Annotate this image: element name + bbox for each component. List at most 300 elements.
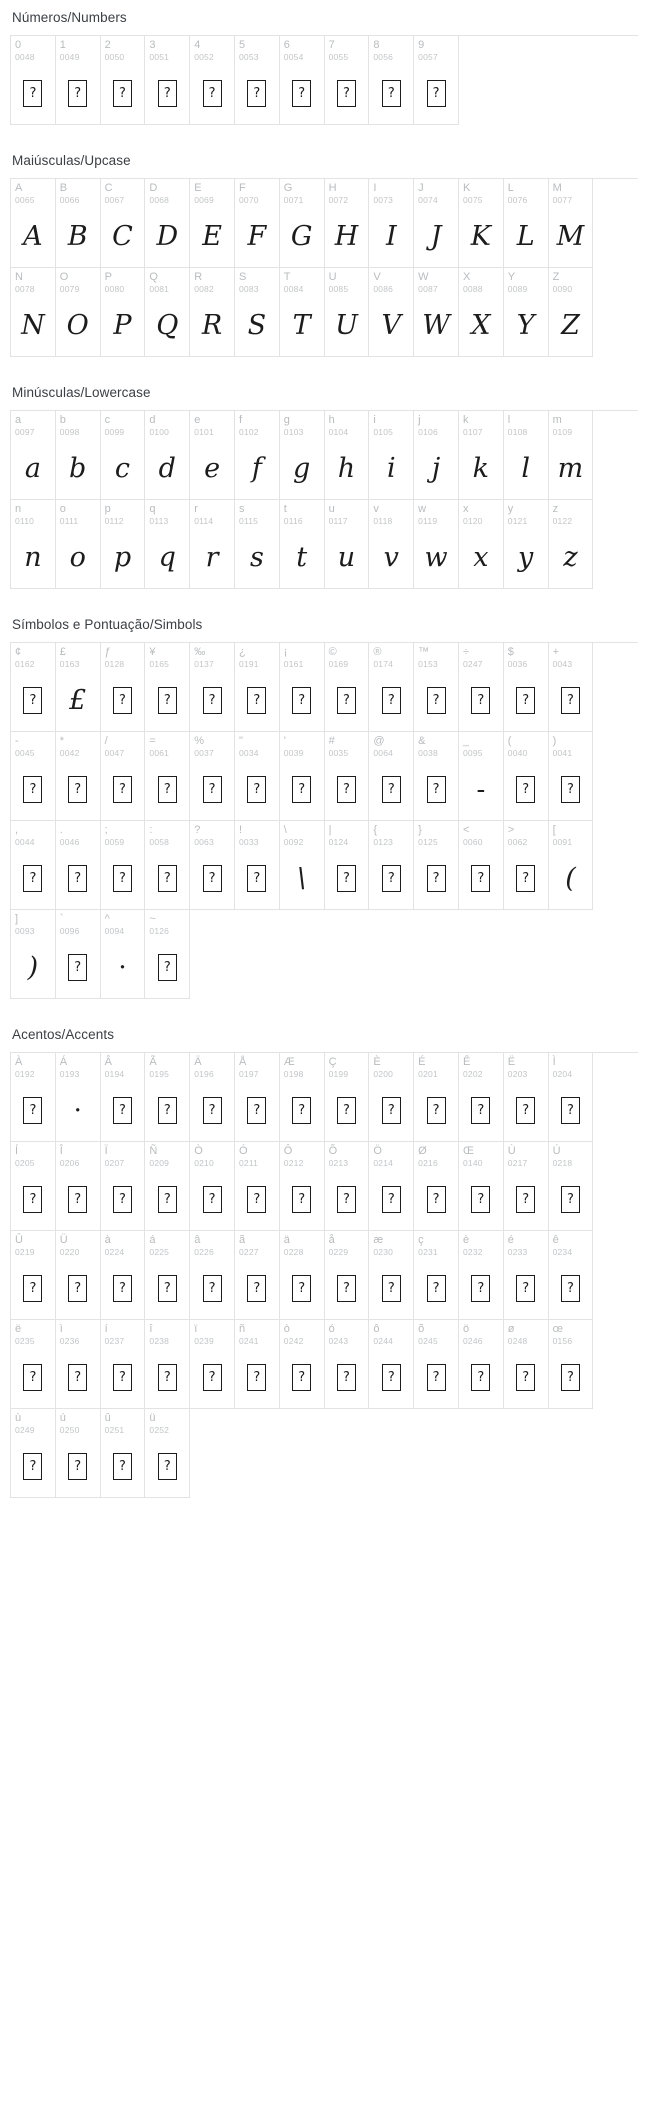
glyph-cell[interactable] <box>459 411 504 500</box>
glyph-cell[interactable] <box>101 36 146 125</box>
glyph-section-upcase <box>0 143 661 357</box>
glyph-cell[interactable] <box>459 268 504 357</box>
glyph-code-label: 0095 <box>462 748 483 758</box>
glyph-cell[interactable] <box>414 1053 459 1142</box>
glyph-cell[interactable] <box>56 732 101 821</box>
glyph-cell[interactable] <box>504 1053 549 1142</box>
glyph-cell[interactable] <box>504 268 549 357</box>
glyph-cell[interactable] <box>235 1053 280 1142</box>
glyph-cell[interactable] <box>56 1053 101 1142</box>
glyph-char-label: r <box>194 503 198 515</box>
missing-glyph-icon <box>113 1186 132 1213</box>
glyph-preview <box>11 441 55 496</box>
glyph-code-label: 0241 <box>238 1336 259 1346</box>
glyph-char-label: = <box>149 735 156 747</box>
glyph-preview <box>101 1350 145 1405</box>
glyph-cell[interactable] <box>325 732 370 821</box>
glyph-cell[interactable] <box>414 36 459 125</box>
glyph-code-label: 0110 <box>15 516 35 526</box>
glyph-cell[interactable] <box>145 1320 190 1409</box>
glyph-preview <box>145 209 189 264</box>
glyph-code-label: 0100 <box>149 427 170 437</box>
glyph-cell[interactable] <box>101 643 146 732</box>
glyph-cell[interactable] <box>145 500 190 589</box>
glyph-cell[interactable] <box>235 500 280 589</box>
glyph-preview-text: I <box>385 221 397 252</box>
glyph-cell[interactable] <box>549 1231 594 1320</box>
glyph-preview-text: J <box>430 221 442 252</box>
glyph-cell[interactable] <box>280 36 325 125</box>
glyph-char-label: Ü <box>59 1234 68 1246</box>
glyph-char-label: ä <box>283 1234 290 1246</box>
glyph-cell[interactable] <box>549 500 594 589</box>
glyph-cell[interactable] <box>325 411 370 500</box>
glyph-cell[interactable] <box>459 1231 504 1320</box>
missing-glyph-icon <box>292 80 311 107</box>
glyph-preview <box>11 66 55 121</box>
glyph-code-label: 0064 <box>373 748 394 758</box>
glyph-code-label: 0041 <box>552 748 573 758</box>
glyph-cell[interactable] <box>504 643 549 732</box>
glyph-cell[interactable] <box>459 1053 504 1142</box>
glyph-cell[interactable] <box>280 1142 325 1231</box>
glyph-cell[interactable] <box>145 1409 190 1498</box>
missing-glyph-icon <box>247 1364 266 1391</box>
glyph-code-label: 0092 <box>283 837 304 847</box>
glyph-preview <box>101 209 145 264</box>
glyph-preview <box>235 762 279 817</box>
glyph-code-label: 0239 <box>194 1336 214 1346</box>
glyph-cell[interactable] <box>11 910 56 999</box>
missing-glyph-icon <box>247 865 266 892</box>
glyph-cell[interactable] <box>504 411 549 500</box>
glyph-cell[interactable] <box>190 732 235 821</box>
glyph-cell[interactable] <box>549 1320 594 1409</box>
glyph-char-label: ‰ <box>194 646 206 658</box>
glyph-cell[interactable] <box>101 1409 146 1498</box>
glyph-cell[interactable] <box>235 821 280 910</box>
glyph-cell[interactable] <box>280 1053 325 1142</box>
glyph-cell[interactable] <box>101 500 146 589</box>
glyph-cell[interactable] <box>56 910 101 999</box>
glyph-cell[interactable] <box>414 821 459 910</box>
glyph-preview <box>101 66 145 121</box>
glyph-cell[interactable] <box>369 1053 414 1142</box>
glyph-cell[interactable] <box>280 1231 325 1320</box>
glyph-cell[interactable] <box>414 1231 459 1320</box>
glyph-cell[interactable] <box>369 36 414 125</box>
glyph-cell[interactable] <box>414 179 459 268</box>
glyph-preview <box>56 66 100 121</box>
glyph-cell[interactable] <box>369 179 414 268</box>
glyph-cell[interactable] <box>11 1231 56 1320</box>
glyph-char-label: e <box>194 414 201 426</box>
glyph-code-label: 0068 <box>149 195 170 205</box>
glyph-cell[interactable] <box>280 821 325 910</box>
glyph-cell[interactable] <box>190 643 235 732</box>
glyph-preview <box>235 441 279 496</box>
glyph-code-label: 0156 <box>552 1336 573 1346</box>
glyph-preview-text: i <box>386 453 396 484</box>
glyph-cell[interactable] <box>504 821 549 910</box>
glyph-cell[interactable] <box>369 643 414 732</box>
glyph-cell[interactable] <box>56 1320 101 1409</box>
glyph-preview-text: p <box>113 542 132 573</box>
glyph-cell[interactable] <box>101 1053 146 1142</box>
glyph-code-label: 0109 <box>552 427 573 437</box>
glyph-preview <box>235 1350 279 1405</box>
glyph-cell[interactable] <box>280 500 325 589</box>
glyph-cell[interactable] <box>190 1231 235 1320</box>
glyph-cell[interactable] <box>280 1320 325 1409</box>
glyph-cell[interactable] <box>549 1053 594 1142</box>
glyph-code-label: 0232 <box>462 1247 483 1257</box>
glyph-char-label: ó <box>328 1323 335 1335</box>
glyph-preview <box>459 1083 503 1138</box>
glyph-cell[interactable] <box>280 268 325 357</box>
glyph-code-label: 0250 <box>59 1425 80 1435</box>
glyph-char-label: t <box>283 503 287 515</box>
glyph-char-label: < <box>462 824 470 836</box>
glyph-preview <box>56 1083 100 1138</box>
glyph-preview <box>56 940 100 995</box>
glyph-cell[interactable] <box>414 1320 459 1409</box>
glyph-code-label: 0230 <box>373 1247 394 1257</box>
glyph-cell[interactable] <box>504 500 549 589</box>
glyph-preview <box>101 673 145 728</box>
glyph-cell[interactable] <box>325 1320 370 1409</box>
glyph-cell[interactable] <box>11 1320 56 1409</box>
glyph-cell[interactable] <box>325 500 370 589</box>
glyph-cell[interactable] <box>280 732 325 821</box>
glyph-preview <box>459 530 503 585</box>
glyph-cell[interactable] <box>11 268 56 357</box>
glyph-cell[interactable] <box>101 821 146 910</box>
glyph-char-label: 5 <box>238 39 246 51</box>
glyph-code-label: 0169 <box>328 659 349 669</box>
missing-glyph-icon <box>158 1097 177 1124</box>
glyph-cell[interactable] <box>325 643 370 732</box>
glyph-code-label: 0242 <box>283 1336 304 1346</box>
glyph-cell[interactable] <box>325 821 370 910</box>
glyph-preview <box>280 209 324 264</box>
glyph-cell[interactable] <box>145 910 190 999</box>
missing-glyph-icon <box>516 1097 535 1124</box>
glyph-code-label: 0207 <box>104 1158 125 1168</box>
missing-glyph-icon <box>292 1364 311 1391</box>
glyph-cell[interactable] <box>235 1320 280 1409</box>
glyph-cell[interactable] <box>549 643 594 732</box>
glyph-cell[interactable] <box>101 1142 146 1231</box>
glyph-cell[interactable] <box>549 411 594 500</box>
glyph-char-label: d <box>149 414 156 426</box>
glyph-cell[interactable] <box>549 179 594 268</box>
glyph-cell[interactable] <box>235 643 280 732</box>
glyph-char-label: # <box>328 735 335 747</box>
section-title: Maiúsculas/Upcase <box>12 153 131 168</box>
glyph-cell[interactable] <box>504 1231 549 1320</box>
glyph-cell[interactable] <box>11 821 56 910</box>
glyph-cell[interactable] <box>235 1142 280 1231</box>
glyph-cell[interactable] <box>414 732 459 821</box>
glyph-cell[interactable] <box>414 1142 459 1231</box>
glyph-preview <box>190 1083 234 1138</box>
missing-glyph-icon <box>203 865 222 892</box>
glyph-cell[interactable] <box>459 1320 504 1409</box>
glyph-code-label: 0065 <box>15 195 35 205</box>
glyph-cell[interactable] <box>325 1231 370 1320</box>
glyph-preview <box>414 209 458 264</box>
glyph-preview <box>101 851 145 906</box>
glyph-code-label: 0245 <box>418 1336 438 1346</box>
glyph-code-label: 0114 <box>194 516 214 526</box>
glyph-cell[interactable] <box>235 732 280 821</box>
missing-glyph-icon <box>113 80 132 107</box>
missing-glyph-icon <box>427 776 446 803</box>
glyph-preview <box>145 851 189 906</box>
glyph-char-label: á <box>149 1234 156 1246</box>
glyph-cell[interactable] <box>101 1320 146 1409</box>
glyph-cell[interactable] <box>56 1231 101 1320</box>
glyph-cell[interactable] <box>11 1409 56 1498</box>
glyph-cell[interactable] <box>101 179 146 268</box>
glyph-cell[interactable] <box>369 500 414 589</box>
glyph-cell[interactable] <box>190 179 235 268</box>
glyph-code-label: 0087 <box>418 284 438 294</box>
glyph-char-label: í <box>104 1323 108 1335</box>
missing-glyph-icon <box>292 776 311 803</box>
glyph-code-label: 0204 <box>552 1069 573 1079</box>
glyph-cell[interactable] <box>459 1142 504 1231</box>
glyph-cell[interactable] <box>190 500 235 589</box>
glyph-cell[interactable] <box>504 1142 549 1231</box>
missing-glyph-icon <box>23 1453 42 1480</box>
glyph-char-label: ¡ <box>283 646 288 658</box>
glyph-cell[interactable] <box>369 732 414 821</box>
glyph-cell[interactable] <box>101 732 146 821</box>
glyph-cell[interactable] <box>56 268 101 357</box>
glyph-cell[interactable] <box>369 1320 414 1409</box>
missing-glyph-icon <box>382 1275 401 1302</box>
glyph-cell[interactable] <box>11 500 56 589</box>
glyph-cell[interactable] <box>101 411 146 500</box>
glyph-preview-text: g <box>293 453 311 484</box>
glyph-preview <box>504 209 548 264</box>
glyph-preview <box>235 298 279 353</box>
missing-glyph-icon <box>337 687 356 714</box>
glyph-char-label: A <box>15 182 23 194</box>
glyph-cell[interactable] <box>145 36 190 125</box>
glyph-cell[interactable] <box>56 1409 101 1498</box>
glyph-cell[interactable] <box>235 1231 280 1320</box>
glyph-cell[interactable] <box>325 1142 370 1231</box>
glyph-preview <box>56 851 100 906</box>
glyph-code-label: 0096 <box>59 926 80 936</box>
glyph-cell[interactable] <box>190 1320 235 1409</box>
glyph-code-label: 0196 <box>194 1069 214 1079</box>
glyph-char-label: À <box>15 1056 23 1068</box>
glyph-cell[interactable] <box>325 1053 370 1142</box>
glyph-preview <box>190 441 234 496</box>
glyph-char-label: £ <box>59 646 66 658</box>
glyph-preview <box>414 673 458 728</box>
glyph-cell[interactable] <box>56 1142 101 1231</box>
glyph-cell[interactable] <box>145 411 190 500</box>
glyph-code-label: 0112 <box>104 516 124 526</box>
glyph-char-label: G <box>283 182 293 194</box>
glyph-char-label: ü <box>149 1412 156 1424</box>
glyph-cell[interactable] <box>235 36 280 125</box>
glyph-char-label: à <box>104 1234 111 1246</box>
glyph-char-label: Ô <box>283 1145 293 1157</box>
glyph-cell[interactable] <box>459 821 504 910</box>
glyph-cell[interactable] <box>101 268 146 357</box>
glyph-cell[interactable] <box>145 732 190 821</box>
glyph-cell[interactable] <box>56 179 101 268</box>
glyph-cell[interactable] <box>11 1053 56 1142</box>
glyph-preview <box>101 530 145 585</box>
missing-glyph-icon <box>23 1275 42 1302</box>
glyph-char-label: | <box>328 824 332 836</box>
glyph-cell[interactable] <box>190 1053 235 1142</box>
glyph-cell[interactable] <box>235 179 280 268</box>
glyph-preview <box>459 1172 503 1227</box>
glyph-cell[interactable] <box>145 179 190 268</box>
glyph-cell[interactable] <box>369 1231 414 1320</box>
glyph-char-label: õ <box>418 1323 425 1335</box>
glyph-cell[interactable] <box>369 268 414 357</box>
glyph-preview <box>504 298 548 353</box>
glyph-cell[interactable] <box>325 36 370 125</box>
glyph-cell[interactable] <box>145 1053 190 1142</box>
glyph-cell[interactable] <box>145 1231 190 1320</box>
glyph-cell[interactable] <box>56 643 101 732</box>
glyph-cell[interactable] <box>325 268 370 357</box>
glyph-cell[interactable] <box>459 179 504 268</box>
glyph-preview <box>235 851 279 906</box>
glyph-preview-text: A <box>23 221 43 252</box>
glyph-cell[interactable] <box>235 268 280 357</box>
glyph-cell[interactable] <box>414 411 459 500</box>
missing-glyph-icon <box>471 1097 490 1124</box>
glyph-cell[interactable] <box>11 1142 56 1231</box>
glyph-preview <box>11 1261 55 1316</box>
glyph-cell[interactable] <box>190 268 235 357</box>
glyph-cell[interactable] <box>414 268 459 357</box>
glyph-cell[interactable] <box>549 1142 594 1231</box>
glyph-preview <box>235 1083 279 1138</box>
glyph-cell[interactable] <box>369 411 414 500</box>
glyph-cell[interactable] <box>369 1142 414 1231</box>
glyph-preview <box>504 762 548 817</box>
glyph-cell[interactable] <box>190 1142 235 1231</box>
glyph-cell[interactable] <box>369 821 414 910</box>
glyph-cell[interactable] <box>11 411 56 500</box>
glyph-preview <box>549 762 593 817</box>
glyph-preview <box>101 1083 145 1138</box>
glyph-cell[interactable] <box>414 500 459 589</box>
glyph-cell[interactable] <box>280 411 325 500</box>
glyph-code-label: 0059 <box>104 837 125 847</box>
glyph-cell[interactable] <box>549 821 594 910</box>
glyph-char-label: n <box>15 503 22 515</box>
glyph-cell[interactable] <box>459 500 504 589</box>
missing-glyph-icon <box>337 776 356 803</box>
glyph-code-label: 0251 <box>104 1425 125 1435</box>
glyph-preview <box>369 851 413 906</box>
glyph-cell[interactable] <box>101 1231 146 1320</box>
glyph-code-label: 0234 <box>552 1247 573 1257</box>
glyph-char-label: 9 <box>418 39 425 51</box>
glyph-cell[interactable] <box>235 411 280 500</box>
glyph-cell[interactable] <box>190 36 235 125</box>
glyph-preview <box>325 209 369 264</box>
glyph-cell[interactable] <box>325 179 370 268</box>
glyph-cell[interactable] <box>11 732 56 821</box>
glyph-code-label: 0137 <box>194 659 214 669</box>
glyph-cell[interactable] <box>101 910 146 999</box>
glyph-cell[interactable] <box>549 732 594 821</box>
glyph-cell[interactable] <box>11 179 56 268</box>
glyph-preview <box>56 1350 100 1405</box>
glyph-char-label: - <box>15 735 19 747</box>
glyph-cell[interactable] <box>11 36 56 125</box>
glyph-preview <box>549 209 593 264</box>
glyph-char-label: ¥ <box>149 646 156 658</box>
missing-glyph-icon <box>427 80 446 107</box>
glyph-cell[interactable] <box>459 643 504 732</box>
glyph-code-label: 0206 <box>59 1158 80 1168</box>
glyph-preview-text: F <box>247 221 267 252</box>
glyph-cell[interactable] <box>504 1320 549 1409</box>
glyph-cell[interactable] <box>11 643 56 732</box>
glyph-cell[interactable] <box>190 411 235 500</box>
glyph-cell[interactable] <box>280 643 325 732</box>
glyph-cell[interactable] <box>190 821 235 910</box>
glyph-cell[interactable] <box>459 732 504 821</box>
glyph-cell[interactable] <box>414 643 459 732</box>
glyph-cell[interactable] <box>145 268 190 357</box>
glyph-cell[interactable] <box>280 179 325 268</box>
glyph-cell[interactable] <box>56 821 101 910</box>
glyph-char-label: K <box>462 182 471 194</box>
glyph-cell[interactable] <box>504 732 549 821</box>
missing-glyph-icon <box>203 1097 222 1124</box>
glyph-char-label: " <box>238 735 243 747</box>
glyph-section-lowercase <box>0 375 661 589</box>
glyph-code-label: 0107 <box>462 427 483 437</box>
glyph-cell[interactable] <box>56 411 101 500</box>
glyph-char-label: * <box>59 735 65 747</box>
glyph-preview-text: · <box>118 952 127 983</box>
missing-glyph-icon <box>427 1186 446 1213</box>
glyph-char-label: $ <box>507 646 514 658</box>
glyph-preview <box>280 530 324 585</box>
glyph-char-label: @ <box>373 735 385 747</box>
glyph-code-label: 0193 <box>59 1069 80 1079</box>
missing-glyph-icon <box>337 1364 356 1391</box>
glyph-cell[interactable] <box>145 821 190 910</box>
missing-glyph-icon <box>247 1275 266 1302</box>
glyph-cell[interactable] <box>504 179 549 268</box>
glyph-cell[interactable] <box>549 268 594 357</box>
glyph-cell[interactable] <box>145 643 190 732</box>
glyph-code-label: 0162 <box>15 659 35 669</box>
glyph-cell[interactable] <box>56 500 101 589</box>
glyph-code-label: 0072 <box>328 195 349 205</box>
glyph-cell[interactable] <box>145 1142 190 1231</box>
glyph-cell[interactable] <box>56 36 101 125</box>
